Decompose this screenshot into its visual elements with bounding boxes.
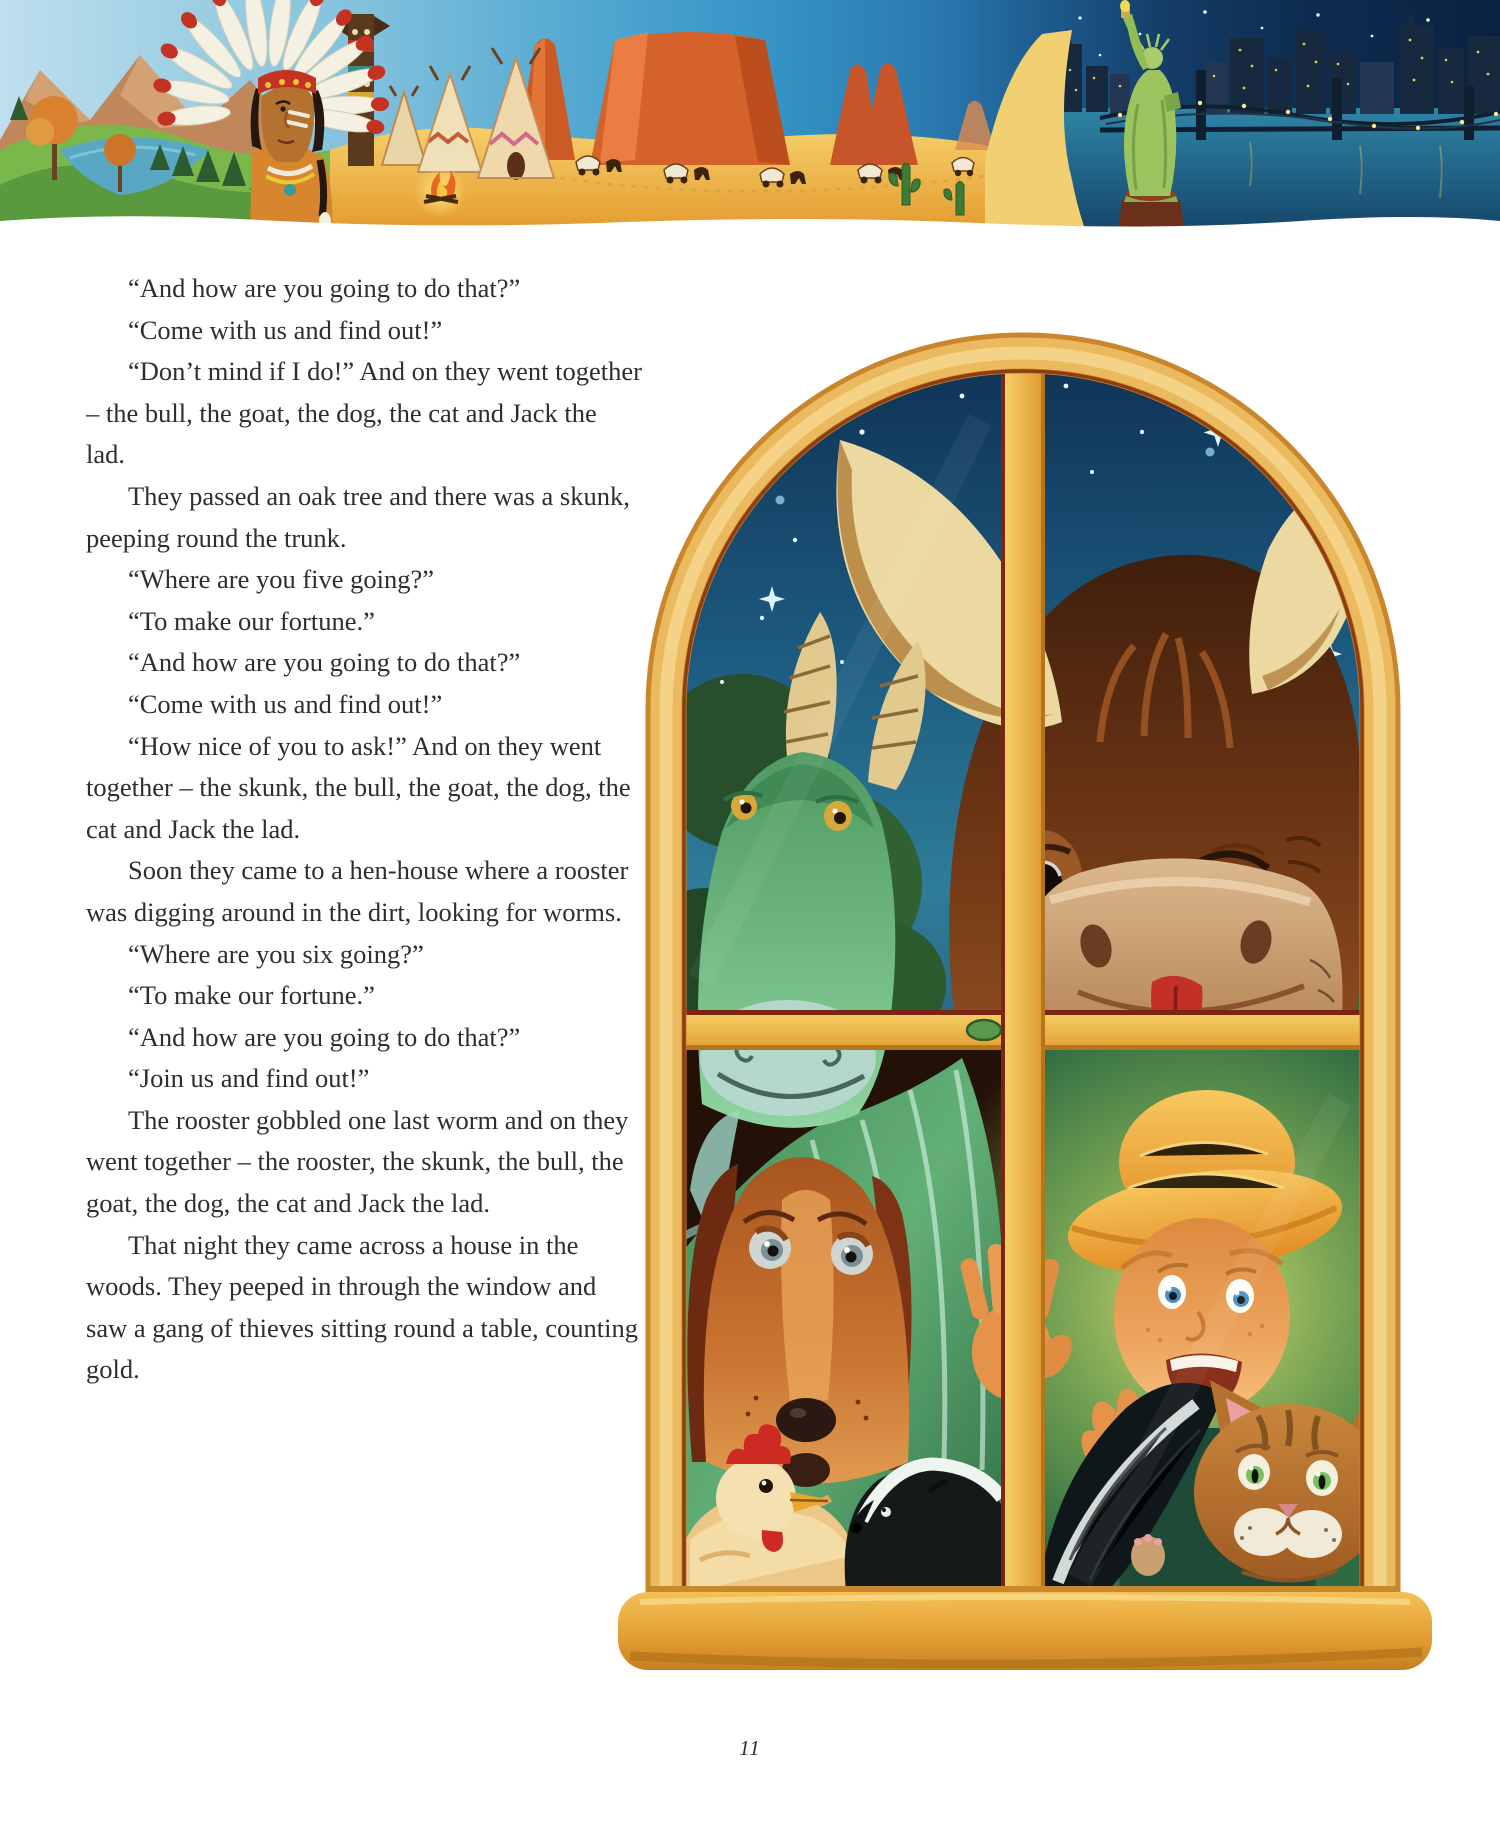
skunk-paw — [1131, 1534, 1165, 1576]
dog-nose — [776, 1398, 836, 1442]
story-paragraph: “How nice of you to ask!” And on they went together – the skunk, the bull, the goat, the dog, the cat and Jack the lad. — [86, 730, 631, 844]
story-paragraph: “Where are you six going?” — [128, 938, 424, 969]
story-text — [86, 268, 642, 1391]
window-illustration-svg — [600, 300, 1460, 1700]
dog — [687, 1157, 911, 1505]
window-sill — [618, 1586, 1432, 1670]
rooster-eye — [759, 1479, 773, 1493]
story-paragraph: That night they came across a house in the woods. They peeped in through the window and saw a gang of thieves sitting round a table, counting gold. — [86, 1229, 638, 1385]
story-paragraph: “To make our fortune.” — [128, 605, 375, 636]
story-paragraph: “Don’t mind if I do!” And on they went together – the bull, the goat, the dog, the cat and Jack the lad. — [86, 356, 642, 470]
story-paragraph: “Join us and find out!” — [128, 1063, 370, 1094]
story-paragraph: “Where are you five going?” — [128, 564, 435, 595]
story-paragraph: “Come with us and find out!” — [128, 688, 443, 719]
page-number: 11 — [739, 1736, 761, 1760]
rooster-head — [716, 1458, 796, 1538]
window-latch — [967, 1020, 1001, 1040]
banner-campfire — [414, 166, 466, 218]
story-paragraph: “And how are you going to do that?” — [128, 647, 521, 678]
story-paragraph: “And how are you going to do that?” — [128, 1021, 521, 1052]
story-paragraph: The rooster gobbled one last worm and on they went together – the rooster, the skunk, the bull, the goat, the dog, the cat and Jack the lad. — [86, 1104, 629, 1219]
story-paragraph: They passed an oak tree and there was a skunk, peeping round the trunk. — [86, 480, 630, 553]
banner-illustration-svg — [0, 0, 1500, 232]
cat-muzzle — [1282, 1510, 1342, 1558]
story-paragraph: “To make our fortune.” — [128, 980, 375, 1011]
window-illustration — [600, 300, 1460, 1700]
story-paragraph: “And how are you going to do that?” — [128, 273, 521, 303]
story-paragraph: Soon they came to a hen-house where a rooster was digging around in the dirt, looking for worms. — [86, 855, 629, 927]
window-mullion — [1004, 352, 1042, 1592]
skunk-eye — [881, 1507, 891, 1517]
banner-illustration — [0, 0, 1500, 232]
story-paragraph: “Come with us and find out!” — [128, 314, 443, 345]
